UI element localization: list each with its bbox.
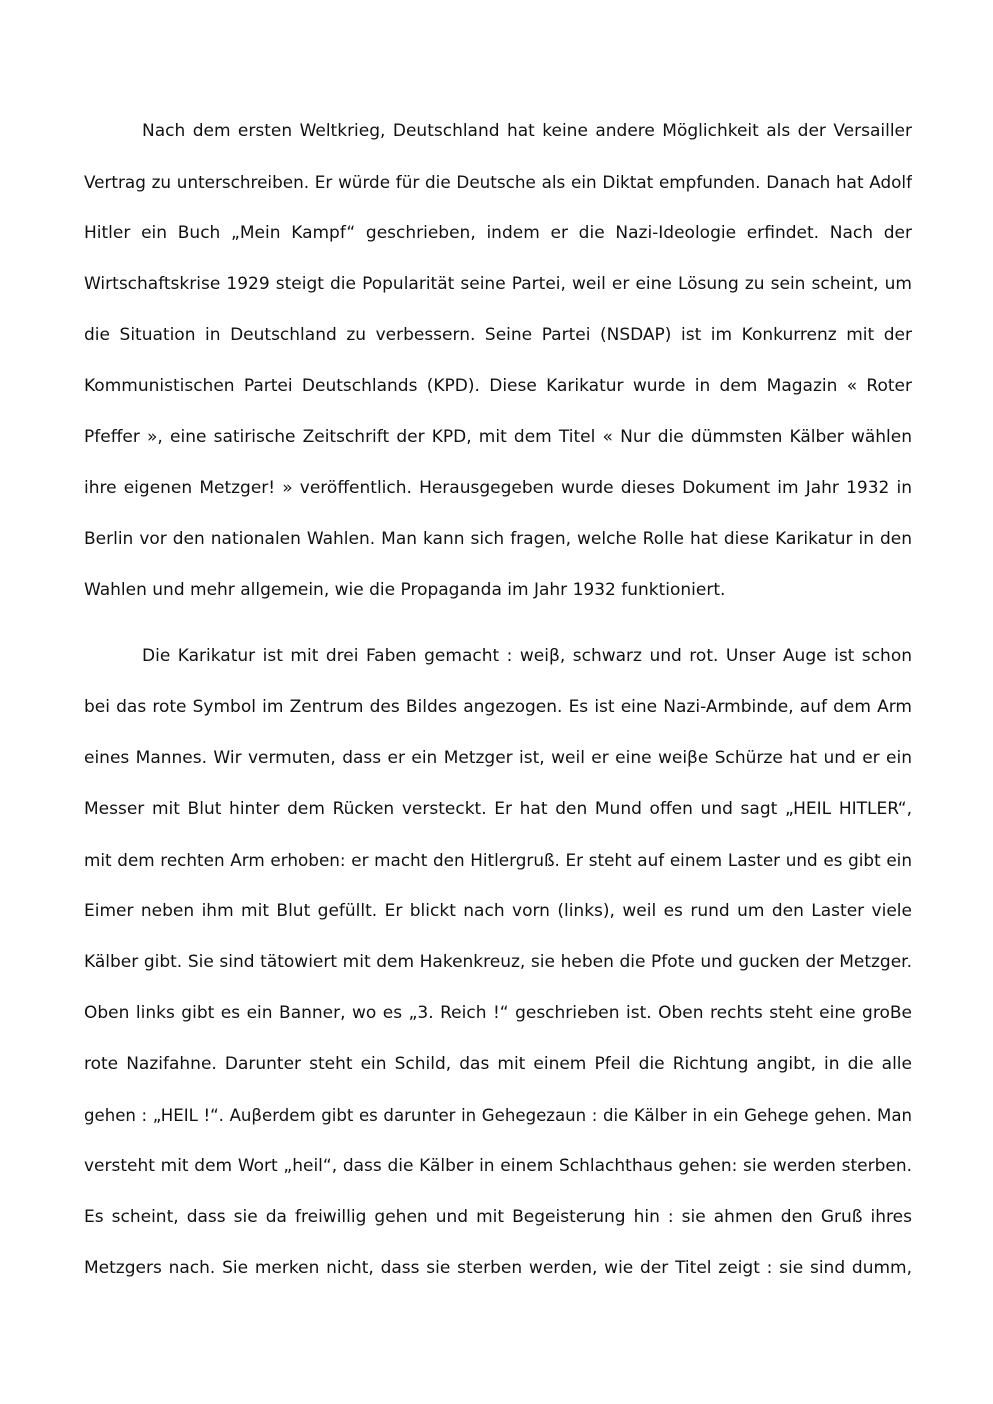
text-line: Es scheint, dass sie da freiwillig gehen und mit Begeisterung hin : sie ahmen den Gruß ihres	[84, 1207, 912, 1227]
text-line: Messer mit Blut hinter dem Rücken versteckt. Er hat den Mund offen und sagt „HEIL HITLER“,	[84, 799, 912, 819]
text-line: eines Mannes. Wir vermuten, dass er ein Metzger ist, weil er eine weiβe Schürze hat und er ein	[84, 748, 912, 768]
text-line: Vertrag zu unterschreiben. Er würde für die Deutsche als ein Diktat empfunden. Danach hat Adolf	[84, 172, 912, 192]
text-line: Kälber gibt. Sie sind tätowiert mit dem Hakenkreuz, sie heben die Pfote und gucken der Metzger.	[84, 952, 912, 972]
text-line: Nach dem ersten Weltkrieg, Deutschland hat keine andere Möglichkeit als der Versailler	[142, 121, 912, 141]
text-line: Wirtschaftskrise 1929 steigt die Popularität seine Partei, weil er eine Lösung zu sein scheint, um	[84, 274, 912, 294]
text-line: Oben links gibt es ein Banner, wo es „3. Reich !“ geschrieben ist. Oben rechts steht eine groBe	[84, 1003, 912, 1023]
text-line: ihre eigenen Metzger! » veröffentlich. Herausgegeben wurde dieses Dokument im Jahr 1932 in	[84, 478, 912, 498]
text-line: Die Karikatur ist mit drei Faben gemacht : weiβ, schwarz und rot. Unser Auge ist schon	[142, 646, 912, 666]
text-line: mit dem rechten Arm erhoben: er macht den Hitlergruß. Er steht auf einem Laster und es gibt ein	[84, 850, 912, 870]
text-line: Kommunistischen Partei Deutschlands (KPD). Diese Karikatur wurde in dem Magazin « Roter	[84, 376, 912, 396]
paragraph-introduction	[84, 106, 912, 616]
text-line: versteht mit dem Wort „heil“, dass die Kälber in einem Schlachthaus gehen: sie werden sterben.	[84, 1156, 912, 1176]
text-line: Pfeffer », eine satirische Zeitschrift der KPD, mit dem Titel « Nur die dümmsten Kälber wählen	[84, 427, 912, 447]
text-line: Wahlen und mehr allgemein, wie die Propaganda im Jahr 1932 funktioniert.	[84, 580, 726, 600]
text-line: Eimer neben ihm mit Blut gefüllt. Er blickt nach vorn (links), weil es rund um den Laster viele	[84, 901, 912, 921]
text-line: Hitler ein Buch „Mein Kampf“ geschrieben, indem er die Nazi-Ideologie erfindet. Nach der	[84, 223, 912, 243]
text-line: Metzgers nach. Sie merken nicht, dass sie sterben werden, wie der Titel zeigt : sie sind dumm,	[84, 1258, 912, 1278]
text-line: gehen : „HEIL !“. Auβerdem gibt es darunter in Gehegezaun : die Kälber in ein Gehege gehen. Man	[84, 1106, 912, 1125]
text-line: Berlin vor den nationalen Wahlen. Man kann sich fragen, welche Rolle hat diese Karikatur in den	[84, 529, 912, 549]
text-line: die Situation in Deutschland zu verbessern. Seine Partei (NSDAP) ist im Konkurrenz mit der	[84, 325, 912, 345]
paragraph-description	[84, 631, 912, 1294]
text-line: bei das rote Symbol im Zentrum des Bildes angezogen. Es ist eine Nazi-Armbinde, auf dem Arm	[84, 697, 912, 717]
text-line: rote Nazifahne. Darunter steht ein Schild, das mit einem Pfeil die Richtung angibt, in die alle	[84, 1054, 912, 1074]
